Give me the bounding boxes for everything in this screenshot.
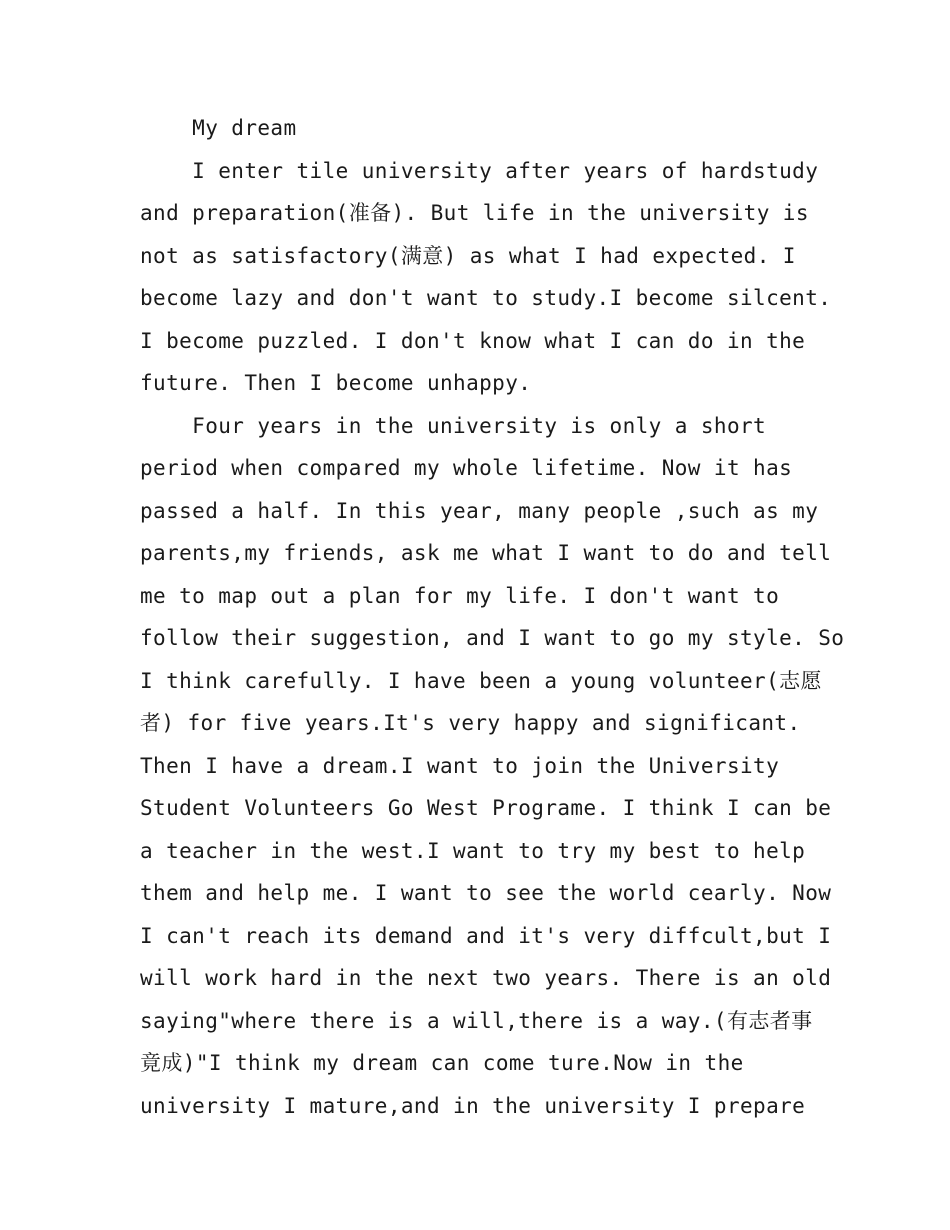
text-line: I think carefully. I have been a young volunteer(志愿 [140, 668, 822, 693]
text-line: I can't reach its demand and it's very diffcult,but I [140, 923, 832, 948]
text-line: Four years in the university is only a short [140, 413, 767, 438]
text-line: I become puzzled. I don't know what I can do in the [140, 328, 806, 353]
text-line: not as satisfactory(满意) as what I had expected. I [140, 243, 796, 268]
text-line: I enter tile university after years of hardstudy [140, 158, 819, 183]
text-line: become lazy and don't want to study.I become silcent. [140, 286, 832, 310]
text-line: saying"where there is a will,there is a way.(有志者事 [140, 1008, 813, 1033]
text-line: follow their suggestion, and I want to go my style. So [140, 626, 845, 650]
text-line: university I mature,and in the university I prepare [140, 1093, 806, 1118]
essay-text [140, 107, 845, 1127]
text-line: a teacher in the west.I want to try my best to help [140, 838, 806, 863]
text-line: will work hard in the next two years. There is an old [140, 966, 832, 990]
text-line: Student Volunteers Go West Programe. I think I can be [140, 796, 832, 820]
text-line: Then I have a dream.I want to join the University [140, 753, 780, 778]
text-line: 竟成)"I think my dream can come ture.Now in the [140, 1051, 744, 1075]
text-line: parents,my friends, ask me what I want to do and tell [140, 541, 832, 565]
text-line: them and help me. I want to see the world cearly. Now [140, 881, 832, 905]
text-line: passed a half. In this year, many people ,such as my [140, 498, 819, 523]
essay-title: My dream [140, 116, 297, 140]
text-line: and preparation(准备). But life in the university is [140, 201, 809, 225]
text-line: future. Then I become unhappy. [140, 371, 532, 395]
text-line: me to map out a plan for my life. I don't want to [140, 583, 780, 608]
text-line: period when compared my whole lifetime. Now it has [140, 456, 793, 480]
text-line: 者) for five years.It's very happy and significant. [140, 711, 801, 735]
